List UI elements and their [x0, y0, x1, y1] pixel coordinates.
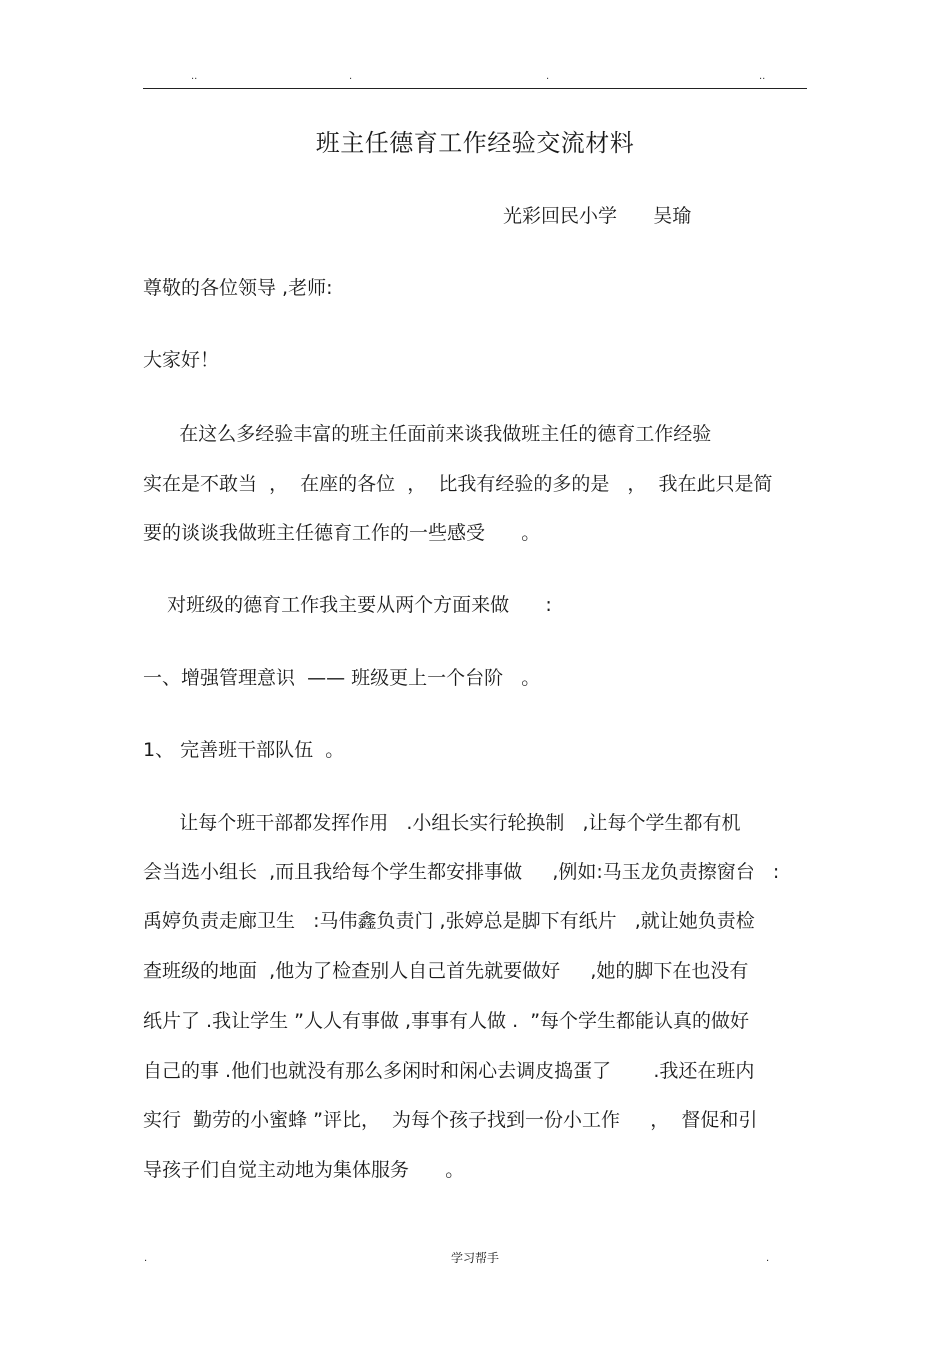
document-title: 班主任德育工作经验交流材料 — [315, 129, 635, 157]
paragraph-line: 对班级的德育工作我主要从两个方面来做 : — [143, 594, 552, 616]
salutation: 尊敬的各位领导 ,老师: — [143, 277, 333, 299]
paragraph-line: 导孩子们自觉主动地为集体服务 。 — [143, 1159, 465, 1181]
paragraph-line: 实行 勤劳的小蜜蜂 ”评比， 为每个孩子找到一份小工作 ， 督促和引 — [143, 1109, 758, 1131]
paragraph-line: 会当选小组长 ,而且我给每个学生都安排事做 ,例如:马玉龙负责擦窗台 : — [143, 861, 780, 883]
page-header-marks — [0, 72, 950, 86]
paragraph-line: 在这么多经验丰富的班主任面前来谈我做班主任的德育工作经验 — [143, 423, 712, 445]
header-mark: . — [546, 71, 550, 82]
paragraph-line: 纸片了 .我让学生 ”人人有事做 ,事事有人做 . ”每个学生都能认真的做好 — [143, 1010, 750, 1032]
paragraph-line: 查班级的地面 ,他为了检查别人自己首先就要做好 ,她的脚下在也没有 — [143, 960, 749, 982]
header-mark: .. — [191, 71, 198, 82]
author-line: 光彩回民小学 吴瑜 — [503, 205, 692, 227]
paragraph-line: 禹婷负责走廊卫生 :马伟鑫负责门 ,张婷总是脚下有纸片 ,就让她负责检 — [143, 910, 755, 932]
section-heading: 一、增强管理意识 —— 班级更上一个台阶 。 — [143, 667, 541, 689]
greeting: 大家好！ — [143, 349, 220, 371]
footer-text: 学习帮手 — [450, 1251, 499, 1265]
paragraph-line: 自己的事 .他们也就没有那么多闲时和闲心去调皮捣蛋了 .我还在班内 — [143, 1060, 755, 1082]
paragraph-line: 要的谈谈我做班主任德育工作的一些感受 。 — [143, 522, 541, 544]
footer-left-mark: . — [144, 1253, 148, 1264]
subsection-heading: 1、 完善班干部队伍 。 — [143, 739, 345, 761]
footer-right-mark: . — [766, 1253, 770, 1264]
header-mark: . — [349, 71, 353, 82]
header-rule — [143, 88, 807, 89]
paragraph-line: 实在是不敢当 ， 在座的各位 ， 比我有经验的多的是 ， 我在此只是简 — [143, 473, 773, 495]
header-mark: .. — [759, 71, 766, 82]
paragraph-line: 让每个班干部都发挥作用 .小组长实行轮换制 ,让每个学生都有机 — [143, 812, 741, 834]
